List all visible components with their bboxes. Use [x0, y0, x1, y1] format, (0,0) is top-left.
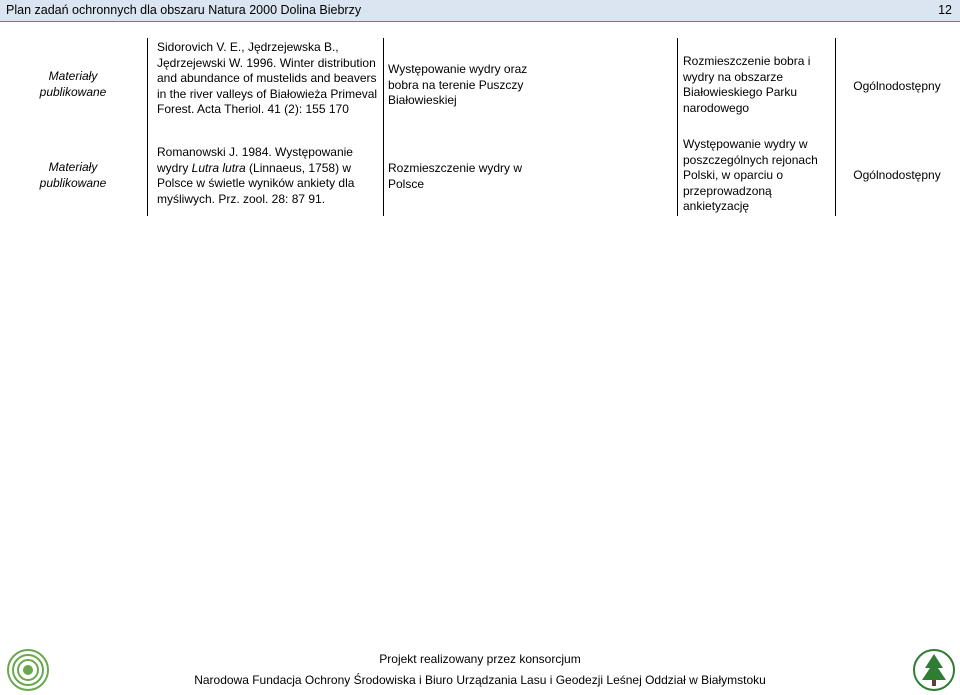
document-title: Plan zadań ochronnych dla obszaru Natura 2000 Dolina Biebrzy: [6, 3, 362, 17]
page-number: 12: [938, 3, 952, 17]
buligl-logo: [912, 648, 956, 692]
availability-cell: Ogólnodostępny: [853, 168, 941, 182]
footer-line-2: Narodowa Fundacja Ochrony Środowiska i Biuro Urządzania Lasu i Geodezji Leśnej Oddział w Białymstoku: [194, 673, 766, 687]
scope-cell: Rozmieszczenie bobra i wydry na obszarze Białowieskiego Parku narodowego: [683, 54, 811, 115]
reference-cell: [157, 145, 379, 207]
category-cell: Materiały publikowane: [39, 69, 107, 99]
reference-text: Romanowski J. 1984. Występowanie wydry: [157, 145, 353, 175]
availability-cell: Ogólnodostępny: [853, 79, 941, 93]
table-divider: [677, 38, 678, 216]
reference-text: (Linnaeus, 1758) w Polsce w świetle wyników ankiety dla myśliwych. Prz. zool. 28: 87 91.: [157, 160, 355, 206]
footer-line-1: Projekt realizowany przez konsorcjum: [379, 652, 581, 666]
table-divider: [383, 38, 384, 216]
page-footer: [0, 648, 960, 694]
description-cell: Rozmieszczenie wydry w Polsce: [388, 161, 523, 191]
page-header: [0, 0, 960, 22]
table-divider: [835, 38, 836, 216]
table-divider: [147, 38, 148, 216]
scope-cell: Występowanie wydry w poszczególnych rejonach Polski, w oparciu o przeprowadzoną ankietyzację: [683, 137, 818, 214]
category-cell: Materiały publikowane: [39, 160, 107, 190]
description-cell: Występowanie wydry oraz bobra na terenie Puszczy Białowieskiej: [388, 62, 528, 108]
species-name: Lutra lutra: [191, 160, 246, 175]
reference-cell: Sidorovich V. E., Jędrzejewska B., Jędrzejewski W. 1996. Winter distribution and abundance of mustelids and beavers in the river valleys of Białowieża Primeval Forest. Acta Theriol. 41 (2): 155 170: [157, 40, 378, 117]
